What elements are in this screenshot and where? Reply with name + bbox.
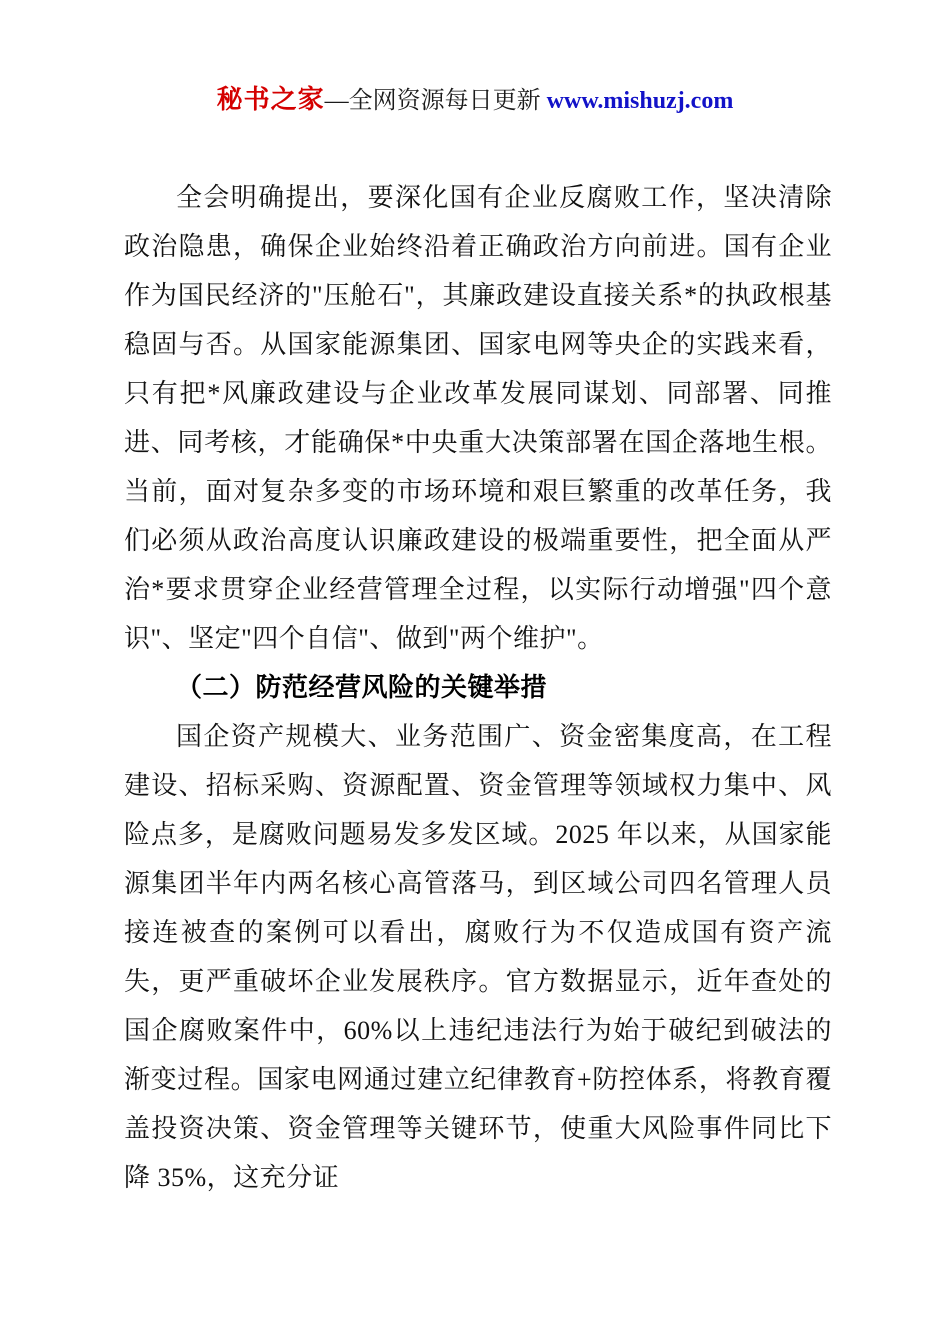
site-name: 秘书之家 — [216, 85, 325, 114]
site-url-link[interactable]: www.mishuzj.com — [546, 88, 734, 114]
section-heading: （二）防范经营风险的关键举措 — [176, 673, 548, 702]
site-tagline: —全网资源每日更新 — [324, 88, 547, 114]
site-header — [0, 0, 950, 117]
document-body — [124, 173, 832, 1202]
paragraph-1: 全会明确提出，要深化国有企业反腐败工作，坚决清除政治隐患，确保企业始终沿着正确政治方向前进。国有企业作为国民经济的"压舱石"，其廉政建设直接关系*的执政根基稳固与否。从国家能源集团、国家电网等央企的实践来看，只有把*风廉政建设与企业改革发展同谋划、同部署、同推进、同考核，才能确保*中央重大决策部署在国企落地生根。当前，面对复杂多变的市场环境和艰巨繁重的改革任务，我们必须从政治高度认识廉政建设的极端重要性，把全面从严治*要求贯穿企业经营管理全过程，以实际行动增强"四个意识"、坚定"四个自信"、做到"两个维护"。 — [124, 183, 832, 653]
paragraph-2: 国企资产规模大、业务范围广、资金密集度高，在工程建设、招标采购、资源配置、资金管理等领域权力集中、风险点多，是腐败问题易发多发区域。2025 年以来，从国家能源集团半年内两名核心高管落马，到区域公司四名管理人员接连被查的案例可以看出，腐败行为不仅造成国有资产流失，更严重破坏企业发展秩序。官方数据显示，近年查处的国企腐败案件中，60%以上违纪违法行为始于破纪到破法的渐变过程。国家电网通过建立纪律教育+防控体系，将教育覆盖投资决策、资金管理等关键环节，使重大风险事件同比下降 35%，这充分证 — [124, 722, 832, 1192]
